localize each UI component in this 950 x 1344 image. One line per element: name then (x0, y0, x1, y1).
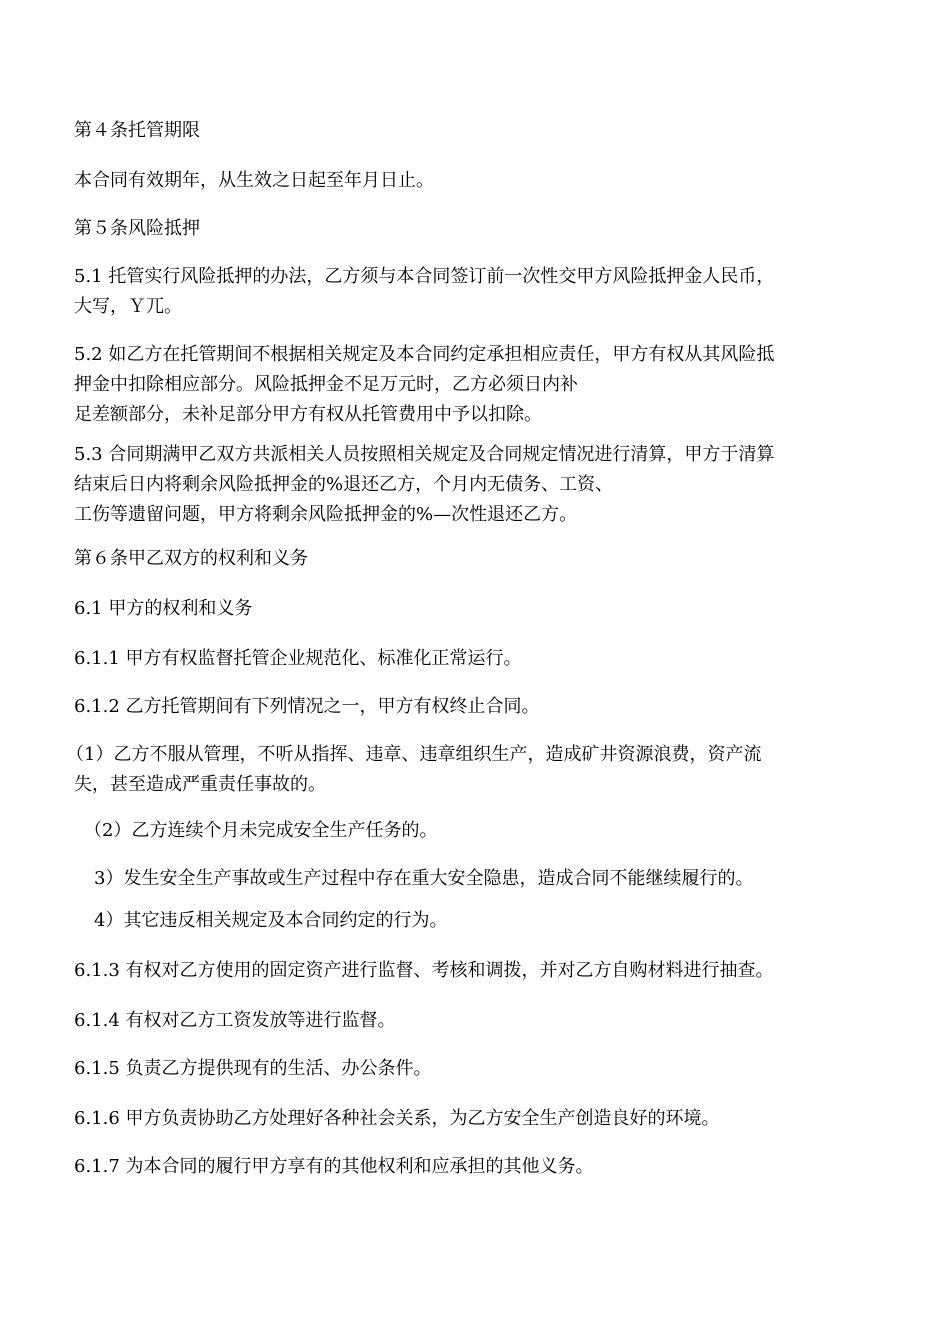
clause-6-1-4 (74, 1006, 874, 1036)
text-line: 足差额部分，未补足部分甲方有权从托管费用中予以扣除。 (74, 404, 542, 425)
paragraph-5-3 (74, 440, 874, 530)
clause-6-1-6 (74, 1104, 874, 1134)
text-line: 本合同有效期年，从生效之日起至年月日止。 (74, 170, 434, 191)
text-line: 6.1.3 有权对乙方使用的固定资产进行监督、考核和调拨，并对乙方自购材料进行抽查。 (74, 960, 774, 981)
heading-article-5 (74, 214, 874, 244)
list-item-1 (66, 740, 866, 800)
text-line: 工伤等遗留问题，甲方将剩余风险抵押金的%—次性退还乙方。 (74, 504, 578, 525)
text-line: 5.2 如乙方在托管期间不根据相关规定及本合同约定承担相应责任，甲方有权从其风险抵 (74, 344, 775, 365)
text-line: 6.1.7 为本合同的履行甲方享有的其他权利和应承担的其他义务。 (74, 1156, 594, 1177)
text-line: 押金中扣除相应部分。风险抵押金不足万元时，乙方必须日内补 (74, 374, 578, 395)
heading-6-1 (74, 594, 874, 624)
paragraph-5-2 (74, 340, 874, 430)
text-line: （1）乙方不服从管理，不听从指挥、违章、违章组织生产，造成矿井资源浪费，资产流 (66, 744, 762, 765)
clause-6-1-3 (74, 956, 874, 986)
clause-6-1-2 (74, 692, 874, 722)
text-line: 第６条甲乙双方的权利和义务 (74, 548, 308, 569)
paragraph-5-1 (74, 262, 874, 322)
text-line: 大写，Ｙ兀。 (74, 296, 182, 317)
text-line: 6.1.5 负责乙方提供现有的生活、办公条件。 (74, 1058, 432, 1079)
list-item-4 (94, 906, 894, 936)
text-line: 6.1.1 甲方有权监督托管企业规范化、标准化正常运行。 (74, 648, 522, 669)
heading-article-6 (74, 544, 874, 574)
list-item-2 (84, 816, 884, 846)
text-line: 结束后日内将剩余风险抵押金的%退还乙方，个月内无债务、工资、 (74, 474, 614, 495)
clause-6-1-7 (74, 1152, 874, 1182)
text-line: 4）其它违反相关规定及本合同约定的行为。 (94, 910, 448, 931)
text-line: 6.1.6 甲方负责协助乙方处理好各种社会关系，为乙方安全生产创造良好的环境。 (74, 1108, 720, 1129)
text-line: 5.1 托管实行风险抵押的办法，乙方须与本合同签订前一次性交甲方风险抵押金人民币， (74, 266, 775, 287)
clause-6-1-5 (74, 1054, 874, 1084)
text-line: 第５条风险抵押 (74, 218, 200, 239)
heading-article-4 (74, 116, 874, 146)
list-item-3 (94, 864, 894, 894)
clause-6-1-1 (74, 644, 874, 674)
text-line: 6.1.2 乙方托管期间有下列情况之一，甲方有权终止合同。 (74, 696, 540, 717)
text-line: 第４条托管期限 (74, 120, 200, 141)
text-line: 失，甚至造成严重责任事故的。 (74, 774, 326, 795)
text-line: 6.1.4 有权对乙方工资发放等进行监督。 (74, 1010, 396, 1031)
paragraph-term (74, 166, 874, 196)
text-line: 6.1 甲方的权利和义务 (74, 598, 253, 619)
text-line: （2）乙方连续个月未完成安全生产任务的。 (84, 820, 438, 841)
text-line: 3）发生安全生产事故或生产过程中存在重大安全隐患，造成合同不能继续履行的。 (94, 868, 754, 889)
text-line: 5.3 合同期满甲乙双方共派相关人员按照相关规定及合同规定情况进行清算，甲方于清算 (74, 444, 775, 465)
